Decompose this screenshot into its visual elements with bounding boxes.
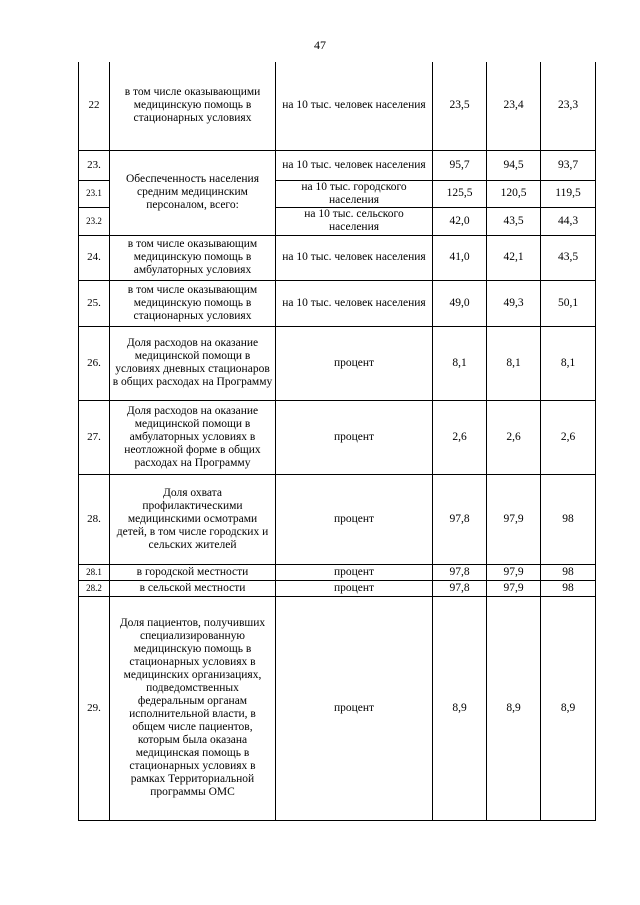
row-unit: процент (276, 400, 433, 474)
row-description: в том числе оказывающим медицинскую помощь в амбулаторных условиях (110, 235, 276, 280)
row-value-2: 42,1 (487, 235, 541, 280)
row-description: Доля расходов на оказание медицинской помощи в амбулаторных условиях в неотложной форме в общих расходах на Программу (110, 400, 276, 474)
row-value-3: 98 (541, 580, 596, 596)
table-row (79, 235, 596, 280)
row-value-1: 97,8 (433, 580, 487, 596)
row-value-3: 43,5 (541, 235, 596, 280)
row-value-2: 94,5 (487, 150, 541, 180)
indicators-table (78, 62, 596, 821)
row-value-1: 8,9 (433, 596, 487, 820)
row-description: в городской местности (110, 564, 276, 580)
row-value-3: 98 (541, 474, 596, 564)
row-value-1: 49,0 (433, 280, 487, 326)
row-value-2: 2,6 (487, 400, 541, 474)
row-value-3: 8,9 (541, 596, 596, 820)
row-value-3: 50,1 (541, 280, 596, 326)
row-number: 28.1 (79, 564, 110, 580)
row-number: 28.2 (79, 580, 110, 596)
row-number: 26. (79, 326, 110, 400)
row-description: в том числе оказывающим медицинскую помощь в стационарных условиях (110, 280, 276, 326)
row-value-3: 8,1 (541, 326, 596, 400)
row-value-1: 2,6 (433, 400, 487, 474)
row-value-1: 41,0 (433, 235, 487, 280)
row-unit: на 10 тыс. сельского населения (276, 207, 433, 235)
row-value-1: 97,8 (433, 474, 487, 564)
row-unit: процент (276, 474, 433, 564)
table-row (79, 62, 596, 150)
row-value-3: 119,5 (541, 180, 596, 207)
row-unit: на 10 тыс. человек населения (276, 62, 433, 150)
row-unit: процент (276, 580, 433, 596)
row-unit: процент (276, 326, 433, 400)
table-row (79, 400, 596, 474)
row-number: 23. (79, 150, 110, 180)
row-value-2: 97,9 (487, 580, 541, 596)
table-row (79, 326, 596, 400)
row-value-2: 23,4 (487, 62, 541, 150)
row-value-1: 8,1 (433, 326, 487, 400)
table-row (79, 150, 596, 180)
row-unit: процент (276, 564, 433, 580)
row-value-3: 23,3 (541, 62, 596, 150)
row-value-2: 97,9 (487, 474, 541, 564)
table-row (79, 580, 596, 596)
row-description: в сельской местности (110, 580, 276, 596)
row-number: 29. (79, 596, 110, 820)
row-unit: на 10 тыс. городского населения (276, 180, 433, 207)
row-number: 23.2 (79, 207, 110, 235)
row-value-3: 2,6 (541, 400, 596, 474)
row-value-2: 49,3 (487, 280, 541, 326)
row-unit: на 10 тыс. человек населения (276, 280, 433, 326)
row-description: Доля охвата профилактическими медицинскими осмотрами детей, в том числе городских и сельских жителей (110, 474, 276, 564)
row-number: 24. (79, 235, 110, 280)
row-number: 25. (79, 280, 110, 326)
row-description: в том числе оказывающими медицинскую помощь в стационарных условиях (110, 62, 276, 150)
page-number: 47 (314, 38, 326, 52)
row-value-3: 44,3 (541, 207, 596, 235)
table-row (79, 280, 596, 326)
row-value-1: 97,8 (433, 564, 487, 580)
row-value-2: 8,9 (487, 596, 541, 820)
group-description: Обеспеченность населения средним медицинским персоналом, всего: (110, 150, 276, 235)
row-value-2: 97,9 (487, 564, 541, 580)
row-value-3: 98 (541, 564, 596, 580)
row-number: 28. (79, 474, 110, 564)
row-value-1: 23,5 (433, 62, 487, 150)
row-value-3: 93,7 (541, 150, 596, 180)
row-number: 22 (79, 62, 110, 150)
table-row (79, 596, 596, 820)
row-unit: на 10 тыс. человек населения (276, 235, 433, 280)
row-value-1: 125,5 (433, 180, 487, 207)
row-value-2: 43,5 (487, 207, 541, 235)
row-number: 27. (79, 400, 110, 474)
row-description: Доля расходов на оказание медицинской помощи в условиях дневных стационаров в общих расходах на Программу (110, 326, 276, 400)
row-description: Доля пациентов, получивших специализированную медицинскую помощь в стационарных условиях в медицинских организациях, подведомственных федеральным органам исполнительной власти, в общем числе пациентов, которым была оказана медицинская помощь в стационарных условиях в рамках Территориальной программы ОМС (110, 596, 276, 820)
row-value-2: 120,5 (487, 180, 541, 207)
row-value-1: 95,7 (433, 150, 487, 180)
row-unit: процент (276, 596, 433, 820)
row-value-2: 8,1 (487, 326, 541, 400)
table-row (79, 474, 596, 564)
table-row (79, 564, 596, 580)
row-number: 23.1 (79, 180, 110, 207)
row-unit: на 10 тыс. человек населения (276, 150, 433, 180)
row-value-1: 42,0 (433, 207, 487, 235)
